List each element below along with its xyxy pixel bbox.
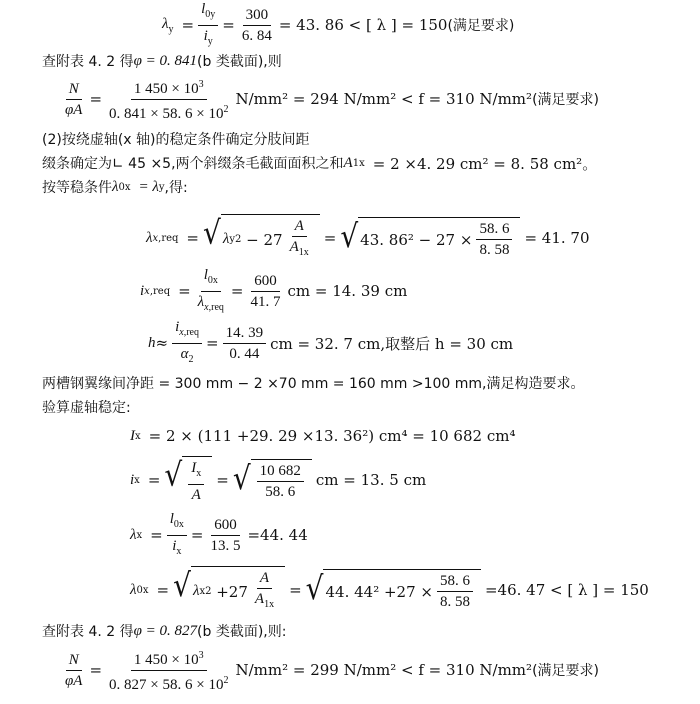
text-line: 按等稳条件 λ 0x = λ y ,得:	[42, 178, 188, 196]
equation-lambda-y: $\lambda_y$ = $\frac{l_{0y}}{i_y}$ = $\frac{300}{6. 84}$ = 43. 86 < [ λ ] = 150 (满足要求)	[162, 2, 514, 48]
text-line: 缀条确定为∟ 45 ×5,两个斜缀条毛截面面积之和 A 1x = 2 ×4. 29 cm² = 8. 58 cm²。	[42, 154, 598, 173]
equation-lambda-0x: λ 0x = √ λ x 2 +27 $\frac{A}{A_{1x}}$ = √ 44. 44² +27 × $\frac{58. 6}{8. 58}$ =46. 47 < [ λ ] = 150	[130, 562, 649, 618]
equation-i-x-req: i x,req = $\frac{l_{0x}}{\lambda_{x,req}}$ = $\frac{600}{41. 7}$ cm = 14. 39 cm	[140, 266, 408, 313]
equation-I-x: I x = 2 × (111 +29. 29 ×13. 36²) cm⁴ = 10 682 cm⁴	[130, 427, 516, 445]
sqrt: √ λ y 2 − 27 $\frac{A}{A_{1x}}$	[203, 214, 320, 262]
sqrt: √ 43. 86² − 27 × $\frac{58. 6}{8. 58}$	[340, 217, 520, 259]
equation-lambda-x-req: λ x,req = √ λ y 2 − 27 $\frac{A}{A_{1x}}$ = √ 43. 86² − 27 × $\frac{58. 6}{8. 58}$ = 41. 70	[146, 212, 589, 264]
text-line: 查附表 4. 2 得 φ = 0. 841 (b 类截面),则	[42, 52, 282, 70]
equation-h: h ≈ $\frac{i_{x,req}}{\alpha_2}$ = $\frac{14. 39}{0. 44}$ cm = 32. 7 cm,取整后 h = 30 cm	[148, 318, 514, 365]
text-line: 查附表 4. 2 得 φ = 0. 827 (b 类截面),则:	[42, 622, 287, 640]
section-heading: (2)按绕虚轴(x 轴)的稳定条件确定分肢间距	[42, 132, 310, 148]
text-line: 验算虚轴稳定:	[42, 400, 131, 416]
equation-stress-check-2: $\frac{N}{\varphi A}$ = $\frac{1 450 \times 10^3}{0. 827 \times 58. 6 \times 10^2}$ N/mm² = 299 N/mm² < f = 310 N/mm² (满足要求)	[58, 644, 599, 696]
equation-lambda-x: λ x = $\frac{l_{0x}}{i_x}$ = $\frac{600}{13. 5}$ =44. 44	[130, 510, 308, 557]
equation-text: = 43. 86 < [ λ ] = 150	[278, 16, 448, 34]
fraction: $\frac{300}{6. 84}$	[241, 6, 272, 44]
equation-stress-check-1: $\frac{N}{\varphi A}$ = $\frac{1 450 \times 10^3}{0. 841 \times 58. 6 \times 10^2}$ N/mm² = 294 N/mm² < f = 310 N/mm² (满足要求)	[58, 74, 599, 124]
note-text: (满足要求)	[447, 18, 515, 34]
equation-i-x: i x = √ $\frac{I_x}{A}$ = √ $\frac{10 682}{58. 6}$ cm = 13. 5 cm	[130, 455, 427, 503]
fraction: $\frac{N}{\varphi A}$	[65, 80, 83, 118]
fraction: $\frac{1 450 \times 10^3}{0. 841 \times 58. 6 \times 10^2}$	[106, 76, 231, 123]
text-line: 两槽钢翼缘间净距 = 300 mm − 2 ×70 mm = 160 mm >100 mm,满足构造要求。	[42, 376, 585, 392]
fraction: $\frac{l_{0y}}{i_y}$	[198, 0, 218, 51]
